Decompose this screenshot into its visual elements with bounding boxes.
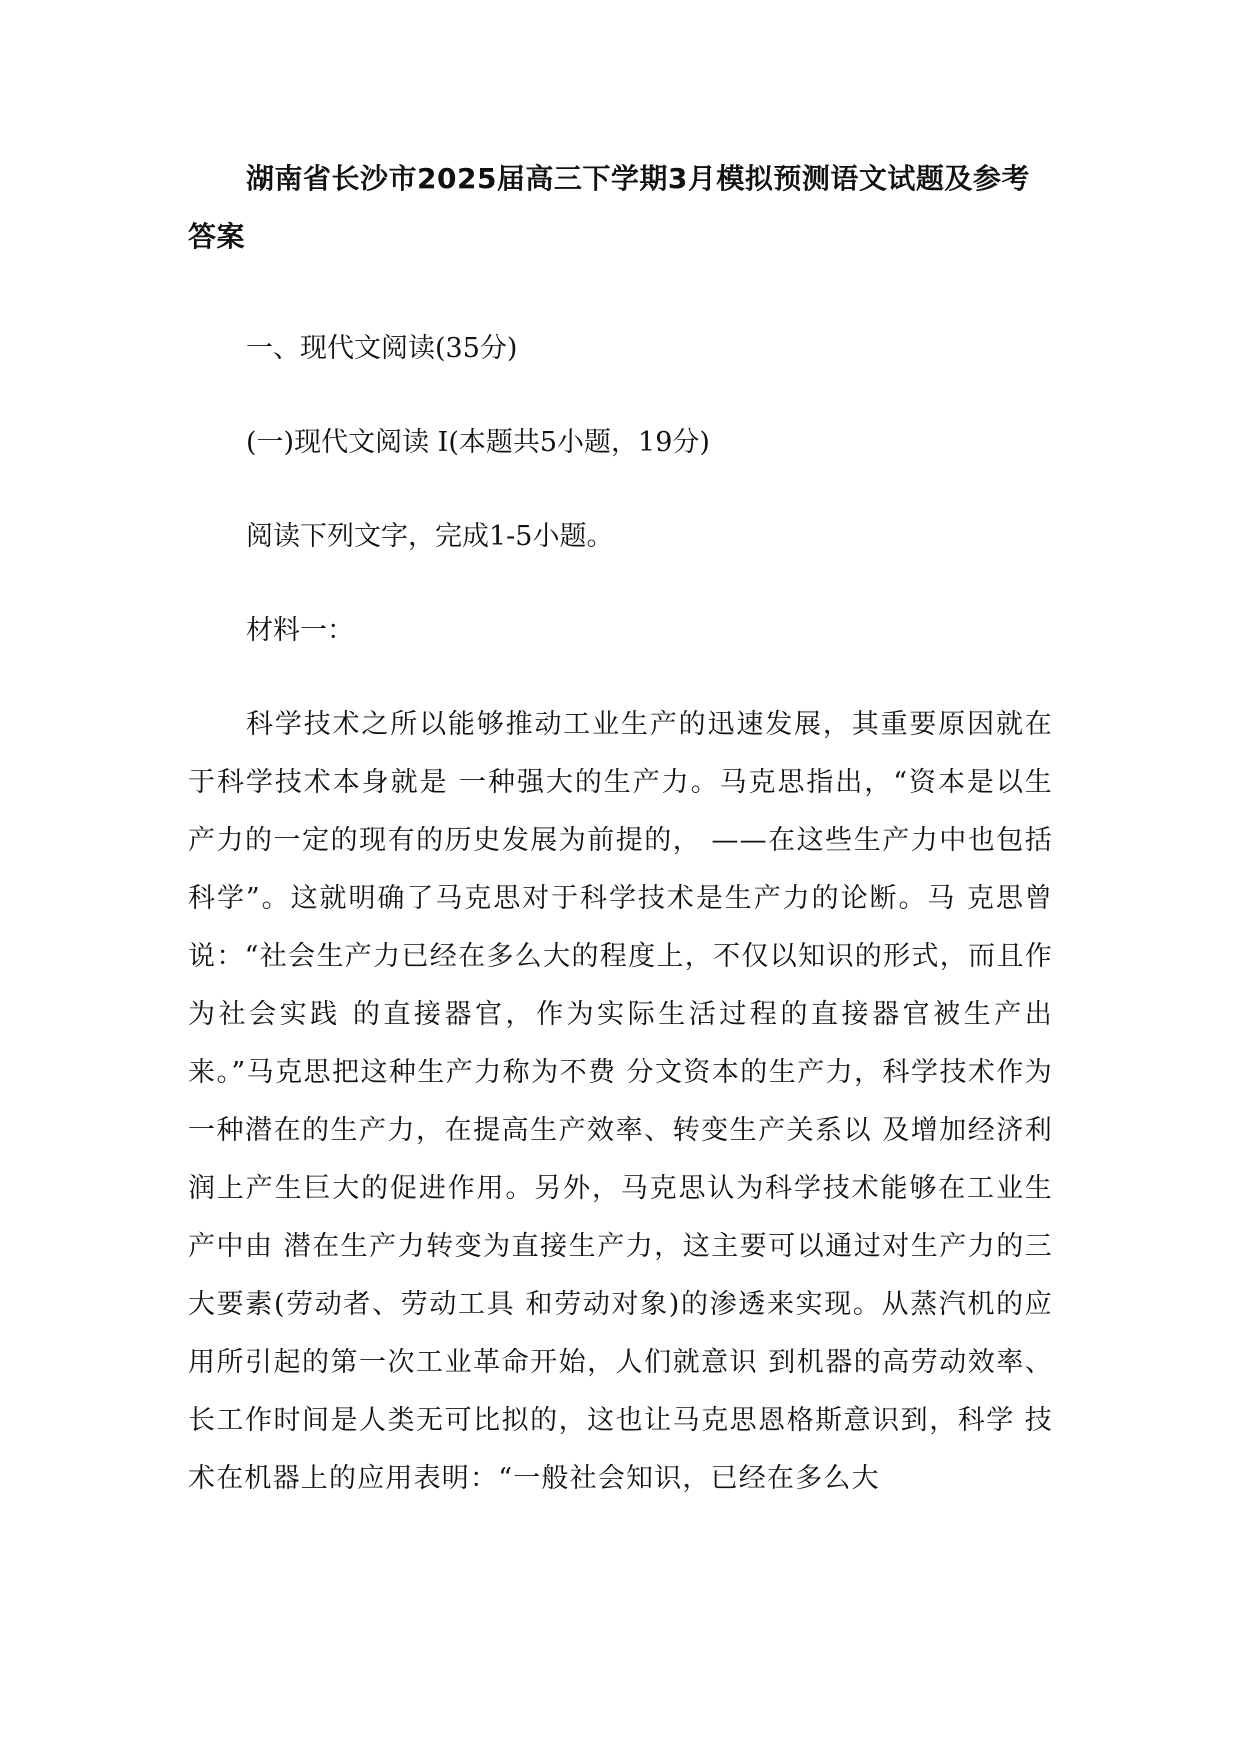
subsection-heading: (一)现代文阅读 Ⅰ(本题共5小题，19分) — [246, 427, 710, 458]
reading-instruction: 阅读下列文字，完成1-5小题。 — [246, 521, 614, 552]
section-heading: 一、现代文阅读(35分) — [246, 333, 518, 364]
material-label: 材料一： — [246, 615, 354, 646]
document-content — [188, 150, 1053, 1508]
body-paragraph: 科学技术之所以能够推动工业生产的迅速发展，其重要原因就在于科学技术本身就是 一种强大的生产力。马克思指出，“资本是以生产力的一定的现有的历史发展为前提的， ——在这些生产力中也包括科学”。这就明确了马克思对于科学技术是生产力的论断。马 克思曾说：“社会生产力已经在多么大的程度上，不仅以知识的形式，而且作为社会实践 的直接器官，作为实际生活过程的直接器官被生产出来。”马克思把这种生产力称为不费 分文资本的生产力，科学技术作为一种潜在的生产力，在提高生产效率、转变生产关系以 及增加经济利润上产生巨大的促进作用。另外，马克思认为科学技术能够在工业生产中由 潜在生产力转变为直接生产力，这主要可以通过对生产力的三大要素(劳动者、劳动工具 和劳动对象)的渗透来实现。从蒸汽机的应用所引起的第一次工业革命开始，人们就意识 到机器的高劳动效率、长工作时间是人类无可比拟的，这也让马克思恩格斯意识到，科学 技术在机器上的应用表明：“一般社会知识，已经在多么大 — [188, 709, 1053, 1494]
document-title: 湖南省长沙市2025届高三下学期3月模拟预测语文试题及参考答案 — [188, 162, 1030, 253]
